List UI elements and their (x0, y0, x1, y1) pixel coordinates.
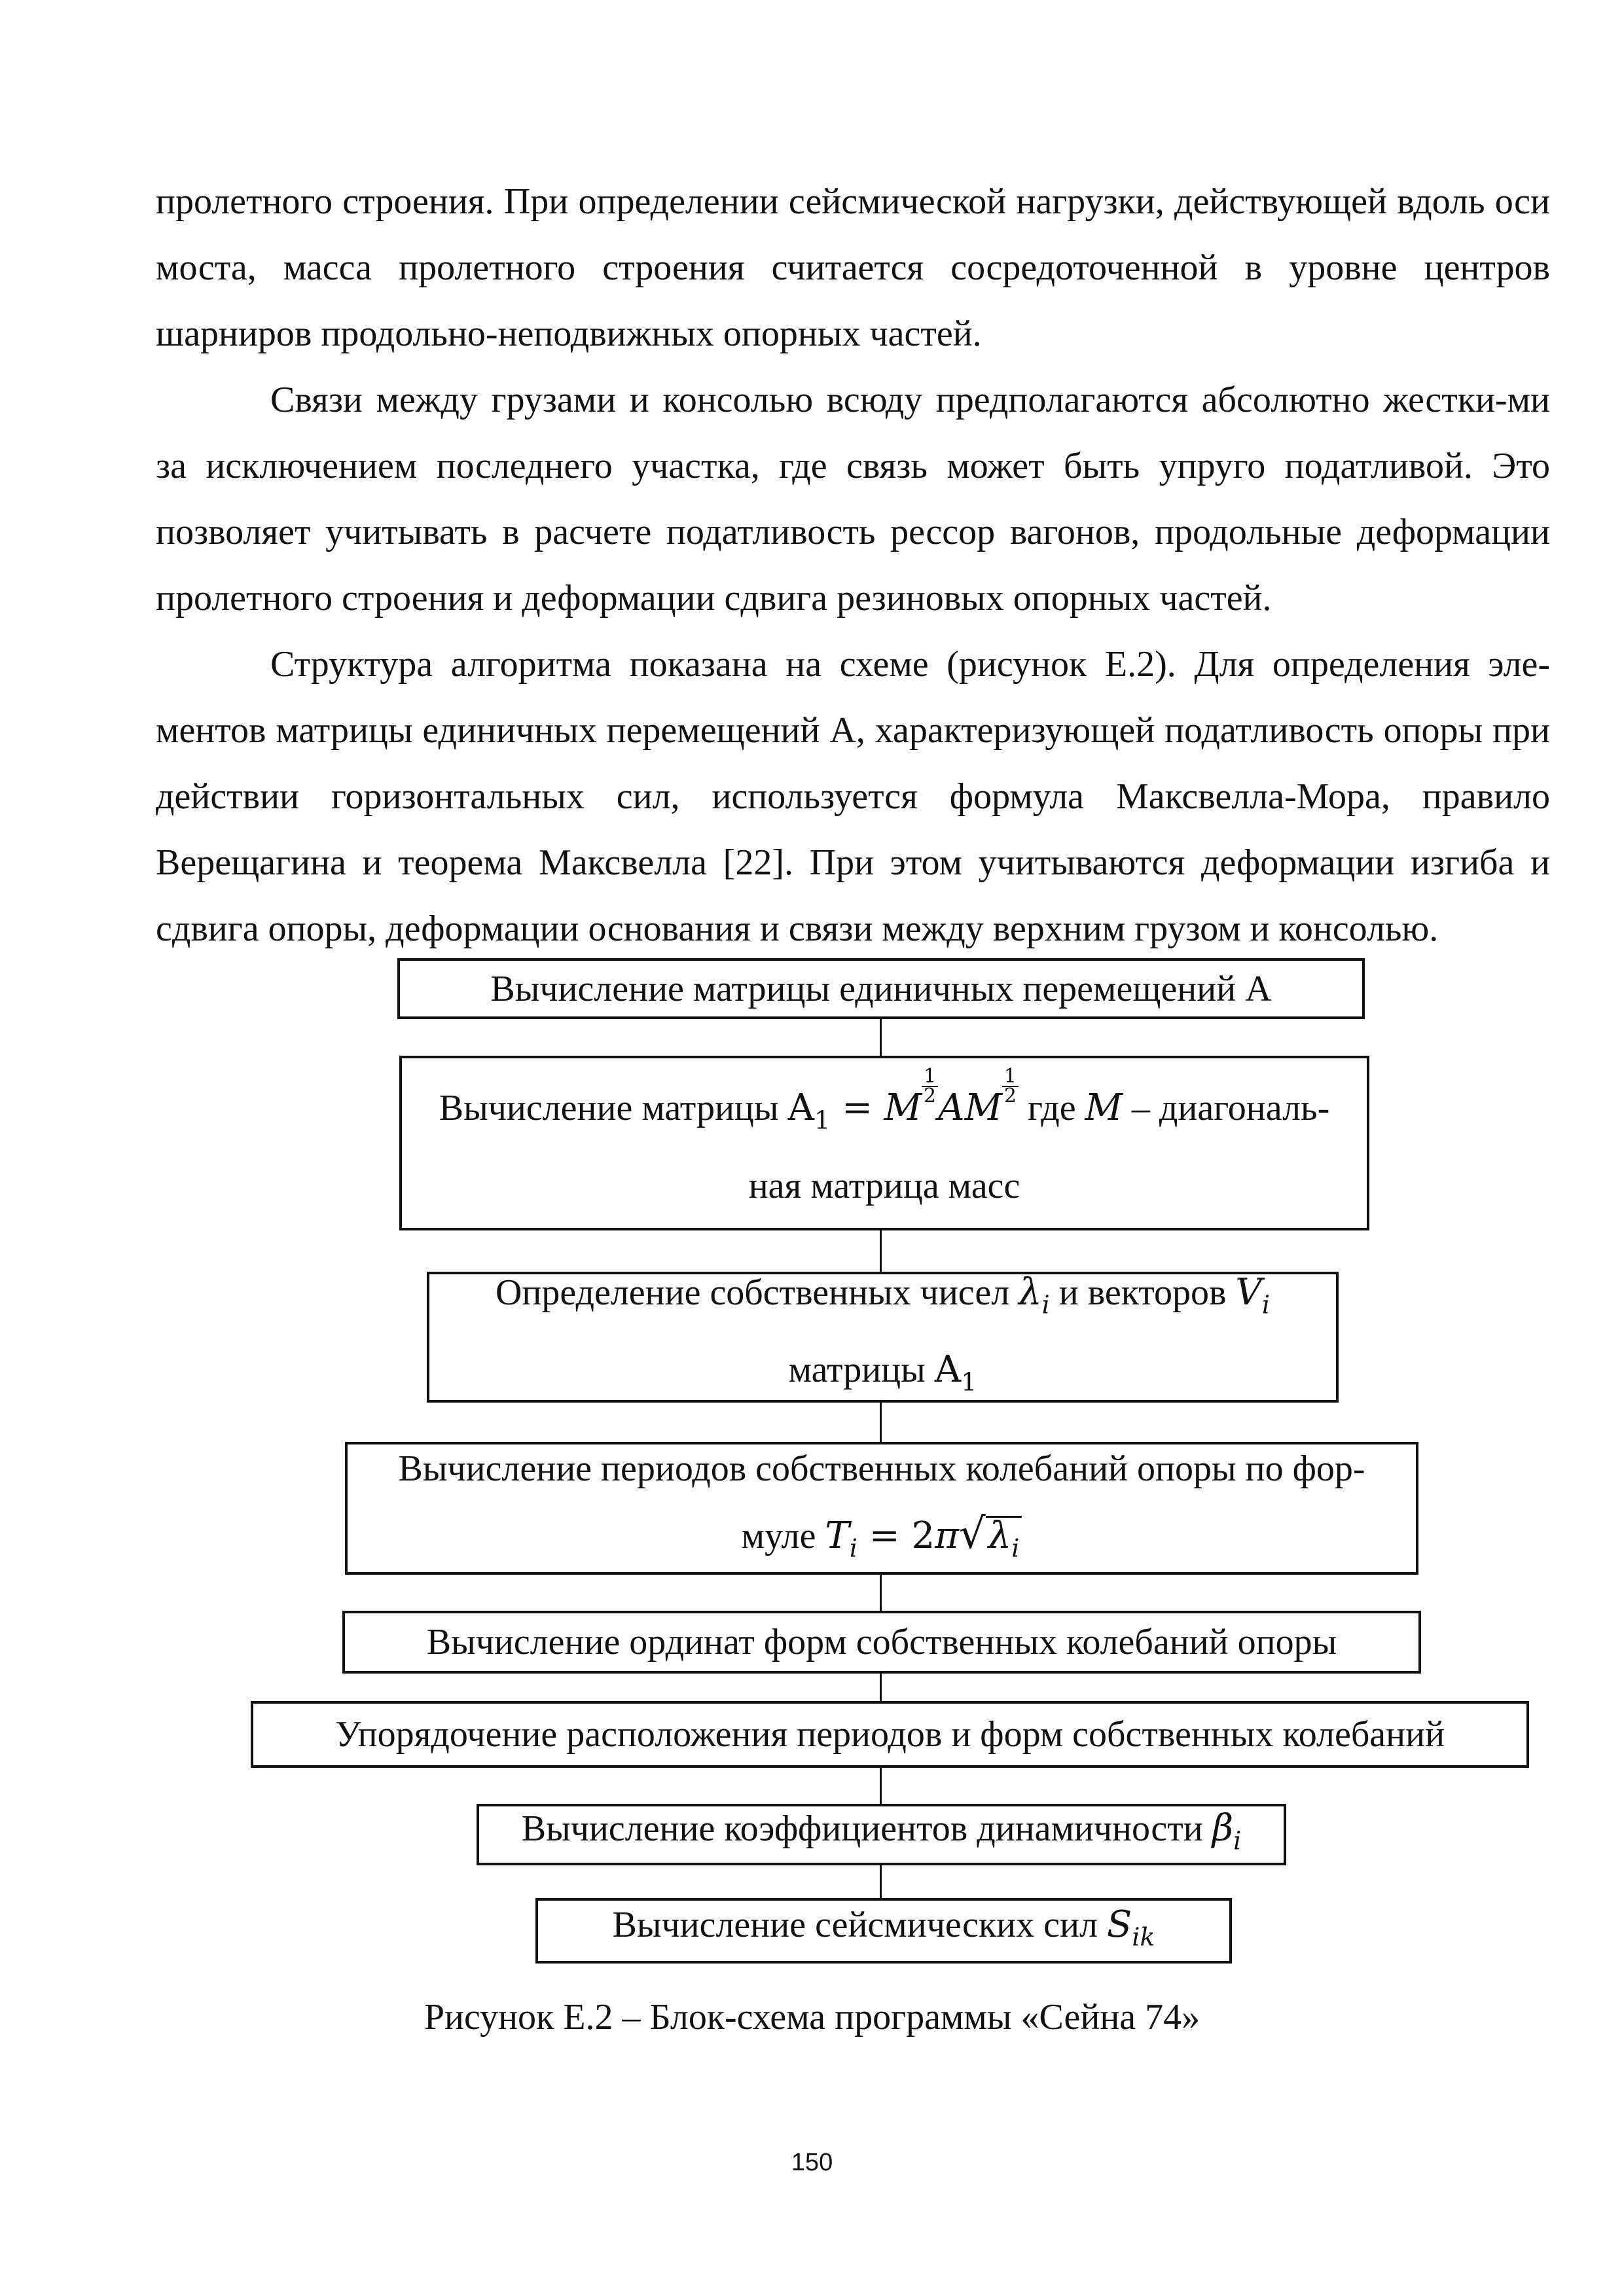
step-8-lead: Вычисление сейсмических сил (612, 1904, 1107, 1945)
connector-1-2 (880, 1019, 882, 1056)
fraction-numerator: 1 (1002, 1067, 1019, 1087)
step-2-tail: – диагональ- (1122, 1088, 1330, 1129)
connector-5-6 (880, 1674, 882, 1701)
page-number: 150 (791, 2149, 833, 2176)
step-7-beta: β (1212, 1806, 1234, 1850)
step-8-s-subscript: ik (1132, 1922, 1155, 1952)
flowchart-step-5 (342, 1611, 1421, 1674)
connector-6-7 (880, 1768, 882, 1804)
step-2-m-symbol-3: M (1085, 1086, 1123, 1130)
paragraph-1: пролетного строения. При определении сейсмической нагрузки, действующей вдоль оси моста, масса пролетного строения считается сосредоточенной в уровне центров шарниров продольно-неподвижных опорных частей. (156, 181, 1550, 354)
flowchart-step-3 (427, 1272, 1339, 1403)
step-4-pi: π (935, 1514, 959, 1557)
step-3-lead: Определение собственных чисел (495, 1272, 1019, 1313)
step-3-line-2-lead: матрицы (788, 1350, 935, 1390)
step-5-text: Вычисление ординат форм собственных колебаний опоры (426, 1622, 1337, 1662)
step-4-equals: = 2 (857, 1514, 935, 1557)
step-4-t: T (825, 1514, 850, 1557)
step-1-text: Вычисление матрицы единичных перемещений А (490, 968, 1272, 1009)
step-8-text (613, 1899, 1155, 1963)
flowchart-step-7 (477, 1804, 1286, 1865)
flowchart-step-4 (345, 1442, 1418, 1575)
step-4-t-subscript: i (849, 1534, 857, 1563)
step-4-line-1: Вычисление периодов собственных колебаний опоры по фор- (398, 1448, 1365, 1489)
step-2-equals: = (830, 1086, 884, 1130)
flowchart-step-2 (399, 1056, 1369, 1230)
step-3-lambda: λ (1019, 1270, 1042, 1314)
step-2-fraction-1 (922, 1065, 938, 1108)
step-3-v: V (1235, 1270, 1262, 1314)
connector-7-8 (880, 1865, 882, 1898)
figure-caption: Рисунок Е.2 – Блок-схема программы «Сейна 74» (424, 1997, 1200, 2037)
step-2-a-symbol: A (787, 1086, 814, 1130)
step-4-radicand (986, 1514, 1022, 1563)
step-2-lead: Вычисление матрицы (439, 1088, 788, 1129)
step-3-mid: и векторов (1049, 1272, 1236, 1313)
step-2-line-2: ная матрица масс (748, 1165, 1020, 1206)
fraction-denominator: 2 (1003, 1085, 1017, 1108)
step-2-where: где (1019, 1088, 1085, 1129)
body-text (156, 169, 1550, 962)
step-7-lead: Вычисление коэффициентов динамичности (521, 1808, 1212, 1849)
step-7-beta-subscript: i (1233, 1826, 1242, 1856)
fraction-denominator: 2 (924, 1085, 937, 1108)
step-2-m-symbol: M (884, 1086, 922, 1130)
step-2-a-middle: A (938, 1086, 965, 1130)
step-3-lambda-subscript: i (1041, 1290, 1050, 1319)
step-2-fraction-2 (1002, 1065, 1019, 1108)
paragraph-3: Структура алгоритма показана на схеме (рисунок Е.2). Для определения эле-ментов матрицы единичных перемещений А, характеризующей податливость опоры при действии горизонтальных сил, используется формула Максвелла-Мора, правило Верещагина и теорема Максвелла [22]. При этом учитываются деформации изгиба и сдвига опоры, деформации основания и связи между верхним грузом и консолью. (156, 644, 1550, 949)
sqrt-icon: √ (958, 1509, 986, 1558)
flowchart-step-1 (397, 958, 1365, 1019)
step-3-v-subscript: i (1261, 1290, 1270, 1319)
step-8-s: S (1106, 1903, 1132, 1946)
flowchart-step-8 (535, 1898, 1232, 1964)
step-4-lambda-subscript: i (1011, 1534, 1020, 1563)
paragraph-2: Связи между грузами и консолью всюду предполагаются абсолютно жестки-ми за исключением последнего участка, где связь может быть упруго податливой. Это позволяет учитывать в расчете податливость рессор вагонов, продольные деформации пролетного строения и деформации сдвига резиновых опорных частей. (156, 380, 1550, 619)
step-4-lambda: λ (988, 1514, 1012, 1557)
flowchart-step-6 (251, 1701, 1529, 1768)
step-7-text (522, 1803, 1242, 1867)
step-2-a-subscript: 1 (814, 1105, 831, 1135)
step-3-a-symbol: A (934, 1348, 962, 1391)
fraction-numerator: 1 (922, 1067, 938, 1087)
step-2-m-symbol-2: M (964, 1086, 1002, 1130)
step-3-a-subscript: 1 (961, 1367, 977, 1397)
step-4-line-2-lead: муле (741, 1515, 825, 1556)
step-6-text: Упорядочение расположения периодов и форм собственных колебаний (334, 1714, 1445, 1755)
